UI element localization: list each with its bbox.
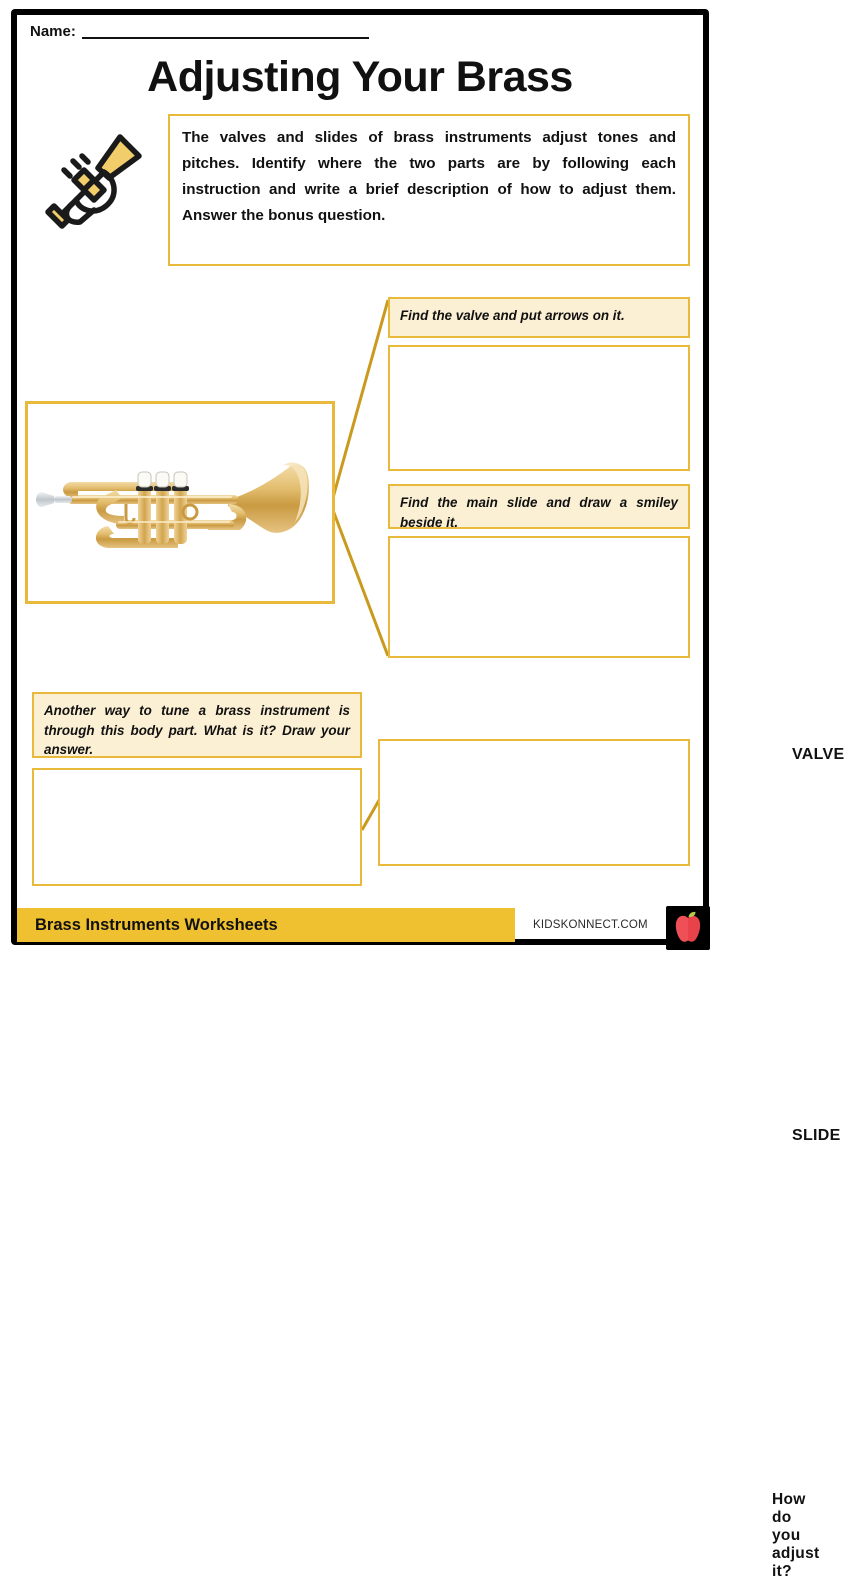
intro-text: The valves and slides of brass instruments adjust tones and pitches. Identify where the two parts are by following each instruction and write a brief description of how to adjust them. Answer the bonus question. (182, 129, 676, 225)
answer-label-valve: VALVE (792, 746, 844, 763)
trumpet-photo-box (25, 401, 335, 604)
brand-logo (666, 906, 710, 950)
prompt-text-bonus: Another way to tune a brass instrument is through this body part. What is it? Draw your answer. (44, 703, 350, 758)
answer-label-slide: SLIDE (792, 1127, 841, 1144)
draw-answer-box[interactable] (32, 768, 362, 886)
footer-site-url: KIDSKONNECT.COM (533, 919, 648, 931)
prompt-text-valve: Find the valve and put arrows on it. (400, 308, 625, 323)
intro-box (168, 114, 690, 266)
name-row (30, 24, 369, 39)
apple-icon (673, 911, 703, 945)
footer-bar (17, 908, 515, 942)
prompt-box-valve (388, 297, 690, 338)
bonus-question-label: How do you adjust it? (772, 1491, 820, 1580)
name-label: Name: (30, 23, 76, 40)
trumpet-icon (32, 112, 157, 232)
prompt-box-bonus (32, 692, 362, 758)
trumpet-photo (32, 442, 330, 570)
prompt-text-slide: Find the main slide and draw a smiley beside it. (400, 495, 678, 530)
page-title: Adjusting Your Brass (147, 53, 573, 101)
footer-title: Brass Instruments Worksheets (35, 915, 278, 934)
name-input-blank[interactable] (82, 25, 369, 39)
prompt-box-slide (388, 484, 690, 529)
